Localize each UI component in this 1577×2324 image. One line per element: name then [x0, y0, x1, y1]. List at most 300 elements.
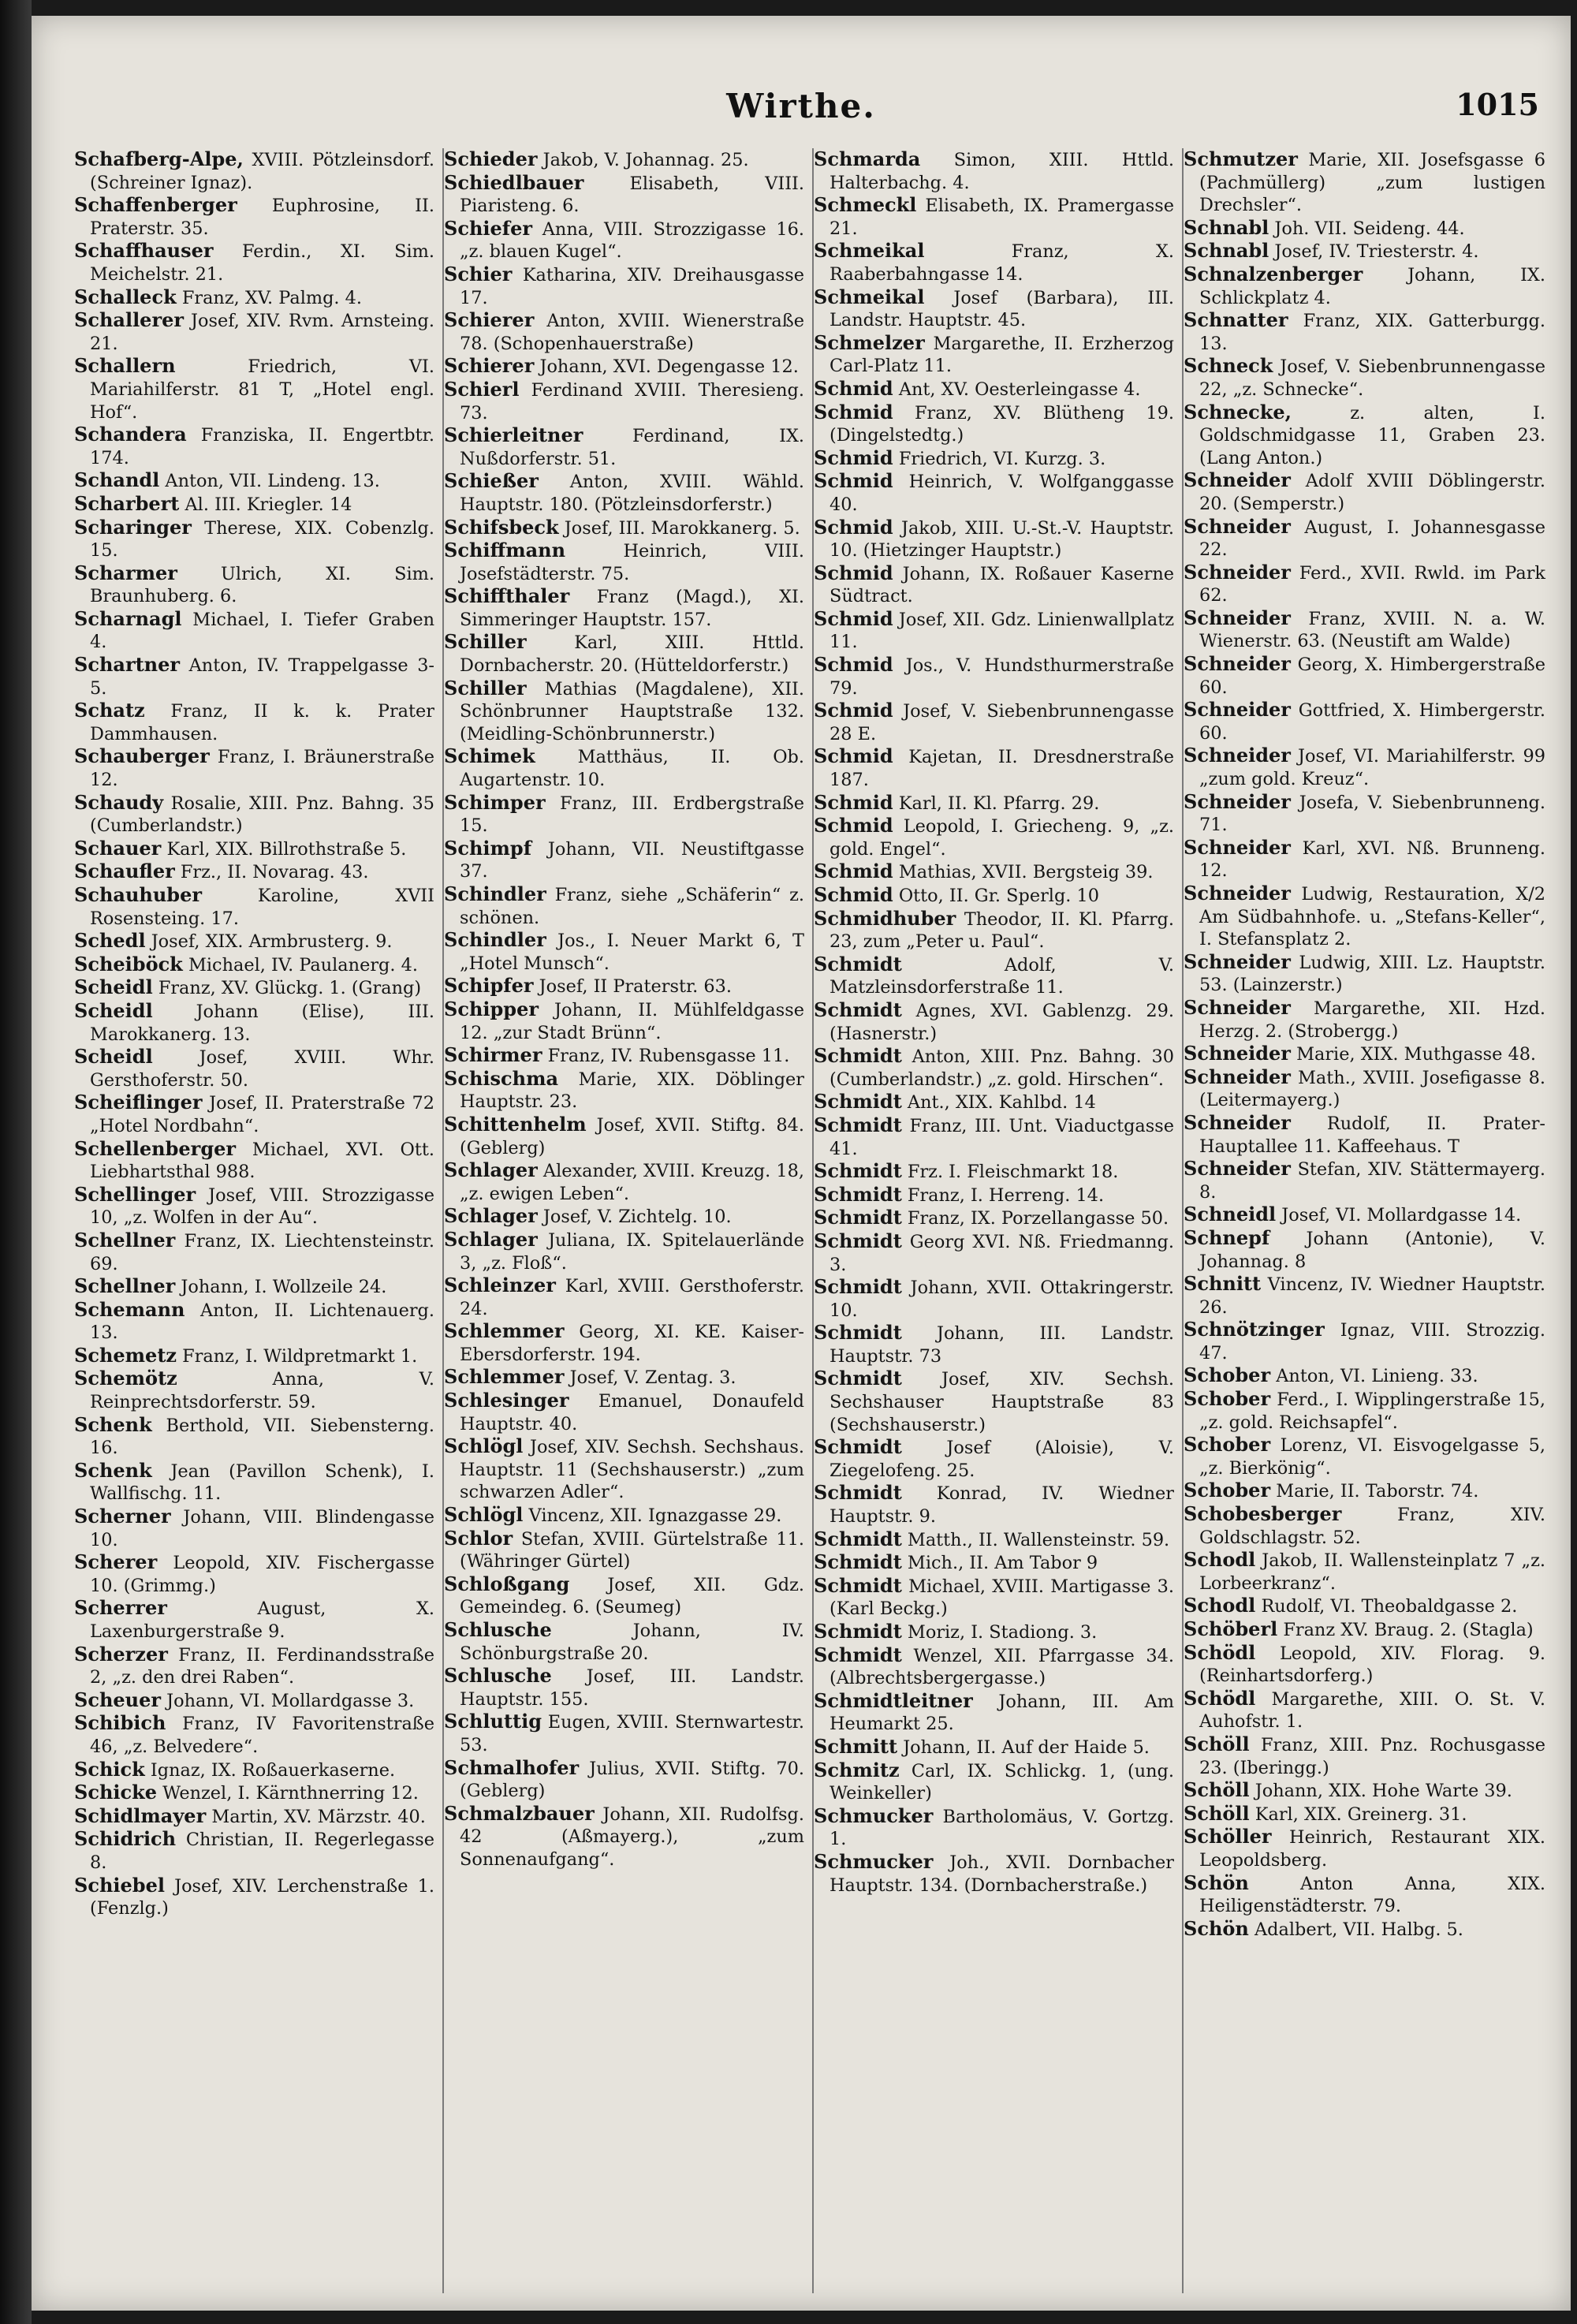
entry-details: Franz, IV Favoritenstraße 46, „z. Belvedere“. — [90, 1714, 434, 1757]
entry-details: Frz. I. Fleischmarkt 18. — [907, 1162, 1119, 1183]
entry-name: Schiedlbauer — [444, 170, 584, 194]
directory-entry — [74, 1781, 434, 1805]
entry-details: Anna, V. Reinprechtsdorferstr. 59. — [90, 1369, 434, 1413]
entry-name: Schöller — [1184, 1825, 1272, 1848]
entry-name: Schmidt — [814, 1159, 902, 1183]
directory-entry — [1184, 263, 1545, 309]
entry-details: Josef, II. Praterstraße 72 „Hotel Nordbahn“. — [90, 1093, 434, 1136]
directory-entry — [74, 1828, 434, 1874]
entry-details: Franz XV. Braug. 2. (Stagla) — [1283, 1620, 1534, 1640]
directory-entry — [814, 953, 1174, 999]
directory-entry — [814, 1528, 1174, 1552]
directory-entry — [1184, 1158, 1545, 1203]
entry-name: Schiffmann — [444, 539, 566, 562]
directory-entry — [444, 148, 804, 172]
directory-entry — [814, 1805, 1174, 1851]
directory-entry — [74, 953, 434, 977]
entry-name: Schiffthaler — [444, 584, 570, 608]
page-number: 1015 — [1456, 87, 1539, 122]
directory-entry — [1184, 148, 1545, 217]
entry-name: Schmidt — [814, 1275, 902, 1299]
directory-entry — [1184, 401, 1545, 470]
directory-entry — [444, 837, 804, 883]
directory-entry — [74, 1597, 434, 1643]
entry-details: Joh., XVII. Dornbacher Hauptstr. 134. (Dornbacherstraße.) — [830, 1852, 1174, 1896]
entry-details: Marie, II. Taborstr. 74. — [1276, 1481, 1479, 1502]
entry-name: Schierl — [444, 377, 520, 401]
directory-entry — [444, 585, 804, 631]
directory-entry — [814, 1690, 1174, 1736]
entry-name: Schnabl — [1184, 239, 1269, 263]
entry-name: Schibich — [74, 1711, 166, 1735]
entry-name: Schenk — [74, 1412, 152, 1436]
directory-entry — [1184, 699, 1545, 744]
entry-name: Schmidt — [814, 1481, 902, 1505]
directory-entry — [1184, 516, 1545, 561]
entry-details: Bartholomäus, V. Gortzg. 1. — [830, 1806, 1175, 1850]
entry-name: Schmid — [814, 561, 893, 584]
directory-entry — [74, 240, 434, 285]
entry-details: Lorenz, VI. Eisvogelgasse 5, „z. Bierkönig“. — [1199, 1435, 1545, 1479]
entry-name: Schick — [74, 1757, 145, 1781]
directory-entry — [444, 998, 804, 1044]
directory-entry — [74, 884, 434, 930]
entry-details: Rudolf, II. Prater-Hauptallee 11. Kaffeehaus. T — [1199, 1113, 1545, 1157]
entry-details: Al. III. Kriegler. 14 — [185, 494, 352, 515]
entry-name: Schierer — [444, 308, 535, 332]
entry-name: Schön — [1184, 1871, 1249, 1894]
entry-name: Schemötz — [74, 1367, 177, 1390]
entry-details: Leopold, I. Griecheng. 9, „z. gold. Engel“. — [830, 816, 1174, 860]
directory-entry — [814, 1276, 1174, 1322]
entry-name: Schedl — [74, 929, 146, 953]
entry-details: Georg, XI. KE. Kaiser-Ebersdorferstr. 194. — [460, 1322, 804, 1365]
directory-entry — [1184, 355, 1545, 401]
entry-name: Schmid — [814, 860, 893, 883]
entry-name: Schlusche — [444, 1664, 552, 1688]
entry-details: Vincenz, IV. Wiedner Hauptstr. 26. — [1199, 1274, 1546, 1318]
directory-entry — [814, 745, 1174, 791]
entry-name: Schödl — [1184, 1686, 1256, 1710]
entry-name: Schmid — [814, 790, 893, 814]
directory-entry — [814, 1114, 1174, 1160]
entry-name: Schmidt — [814, 1229, 902, 1252]
entry-details: Theodor, II. Kl. Pfarrg. 23, zum „Peter u. Paul“. — [830, 908, 1175, 953]
entry-name: Schneider — [1184, 1110, 1291, 1134]
entry-details: Johann, IX. Schlickplatz 4. — [1199, 264, 1545, 308]
entry-name: Schmelzer — [814, 330, 925, 354]
entry-details: Marie, XIX. Döblinger Hauptstr. 23. — [460, 1069, 804, 1113]
entry-name: Schipfer — [444, 974, 534, 998]
directory-entry — [1184, 217, 1545, 241]
entry-details: Franz, XV. Glückg. 1. (Grang) — [158, 978, 422, 999]
directory-entry — [74, 1091, 434, 1137]
entry-name: Schneider — [1184, 652, 1291, 676]
entry-details: Agnes, XVI. Gablenzg. 29. (Hasnerstr.) — [830, 1000, 1174, 1044]
entry-details: Josef, XII. Gdz. Linienwallplatz 11. — [830, 609, 1174, 653]
entry-details: Elisabeth, IX. Pramergasse 21. — [830, 196, 1175, 239]
entry-details: Margarethe, II. Erzherzog Carl-Platz 11. — [830, 333, 1174, 377]
entry-name: Schandera — [74, 423, 187, 446]
entry-details: Josef, XII. Gdz. Gemeindeg. 6. (Seumeg) — [460, 1574, 804, 1618]
entry-details: Josef, XIX. Armbrusterg. 9. — [151, 931, 393, 953]
entry-details: Johann (Antonie), V. Johannag. 8 — [1199, 1228, 1545, 1272]
directory-entry — [1184, 1826, 1545, 1871]
entry-details: Adolf XVIII Döblingerstr. 20. (Semperstr.) — [1199, 471, 1545, 514]
entry-name: Schmidt — [814, 1643, 902, 1666]
entry-details: Rudolf, VI. Theobaldgasse 2. — [1261, 1596, 1518, 1617]
entry-details: Johann, XVI. Degengasse 12. — [539, 356, 799, 378]
entry-name: Schloßgang — [444, 1572, 570, 1595]
entry-name: Scheidl — [74, 998, 153, 1022]
entry-name: Scharnagl — [74, 606, 182, 630]
entry-details: Gottfried, X. Himbergerstr. 60. — [1199, 700, 1545, 744]
entry-details: Marie, XIX. Muthgasse 48. — [1296, 1044, 1537, 1065]
directory-entry — [814, 1436, 1174, 1482]
entry-name: Schneider — [1184, 835, 1291, 859]
entry-name: Schmid — [814, 446, 893, 469]
directory-entry — [74, 699, 434, 745]
entry-name: Scheiböck — [74, 952, 183, 975]
entry-name: Scharbert — [74, 491, 180, 515]
entry-name: Schauhuber — [74, 883, 202, 906]
directory-entry — [814, 1736, 1174, 1759]
entry-details: Ludwig, XIII. Lz. Hauptstr. 53. (Lainzerstr.) — [1199, 952, 1545, 996]
directory-entry — [444, 1665, 804, 1710]
entry-details: Adalbert, VII. Halbg. 5. — [1254, 1919, 1463, 1940]
directory-entry — [444, 470, 804, 516]
directory-entry — [814, 194, 1174, 240]
directory-entry — [444, 1757, 804, 1803]
directory-entry — [74, 469, 434, 493]
entry-details: Anton, VI. Linieng. 33. — [1276, 1366, 1478, 1387]
entry-name: Schneider — [1184, 514, 1291, 538]
entry-details: Wenzel, I. Kärnthnerring 12. — [162, 1783, 419, 1804]
directory-entry — [1184, 1364, 1545, 1388]
entry-name: Schnecke, — [1184, 400, 1292, 423]
entry-name: Schmidtleitner — [814, 1688, 973, 1712]
entry-details: Ferdinand XVIII. Theresieng. 73. — [460, 379, 804, 423]
directory-entry — [814, 1230, 1174, 1276]
directory-entry — [444, 1573, 804, 1619]
entry-name: Schirmer — [444, 1043, 542, 1067]
directory-entry — [444, 1435, 804, 1504]
directory-entry — [74, 1229, 434, 1275]
directory-entry — [74, 1759, 434, 1782]
entry-details: Franz, XV. Palmg. 4. — [181, 287, 363, 308]
entry-details: Christian, II. Regerlegasse 8. — [90, 1830, 434, 1873]
directory-entry — [444, 172, 804, 218]
directory-entry — [74, 976, 434, 1000]
entry-name: Schmid — [814, 400, 893, 423]
directory-entry — [74, 792, 434, 837]
entry-details: Franz, XIII. Pnz. Rochusgasse 23. (Iberingg.) — [1199, 1734, 1545, 1778]
directory-entry — [74, 1046, 434, 1091]
entry-details: Johann, III. Am Heumarkt 25. — [830, 1691, 1174, 1735]
directory-entry — [74, 1460, 434, 1505]
directory-entry — [814, 332, 1174, 378]
directory-entry — [1184, 1388, 1545, 1434]
entry-name: Schöll — [1184, 1778, 1250, 1802]
entry-name: Schmidt — [814, 998, 902, 1021]
directory-entry — [444, 424, 804, 470]
directory-entry — [814, 447, 1174, 471]
entry-details: XVIII. Pötzleinsdorf. (Schreiner Ignaz). — [90, 150, 434, 193]
entry-details: Karl, XIX. Billrothstraße 5. — [166, 838, 407, 860]
entry-name: Schneider — [1184, 882, 1291, 905]
directory-entry — [814, 148, 1174, 194]
entry-details: Karl, XVI. Nß. Brunneng. 12. — [1199, 837, 1545, 882]
entry-details: Karoline, XVII Rosensteing. 17. — [90, 886, 434, 929]
entry-name: Schneider — [1184, 560, 1291, 584]
entry-details: Jakob, II. Wallensteinplatz 7 „z. Lorbeerkranz“. — [1199, 1550, 1545, 1594]
entry-details: Josef, III. Landstr. Hauptstr. 155. — [460, 1666, 804, 1710]
directory-entry — [444, 539, 804, 585]
entry-details: Jakob, XIII. U.-St.-V. Hauptstr. 10. (Hietzinger Hauptstr.) — [830, 517, 1174, 561]
entry-name: Schiebel — [74, 1873, 165, 1897]
directory-entry — [814, 1322, 1174, 1367]
directory-entry — [74, 1505, 434, 1551]
entry-details: Georg, X. Himbergerstraße 60. — [1199, 655, 1545, 698]
entry-details: Franz, II k. k. Prater Dammhausen. — [90, 701, 434, 744]
directory-entry — [1184, 951, 1545, 997]
directory-entry — [1184, 561, 1545, 607]
entry-name: Schneider — [1184, 1065, 1291, 1088]
entry-details: Jos., V. Hundsthurmerstraße 79. — [830, 655, 1174, 699]
entry-details: Joh. VII. Seideng. 44. — [1274, 218, 1465, 239]
directory-entry — [444, 1803, 804, 1871]
entry-name: Schneider — [1184, 468, 1291, 492]
entry-details: Leopold, XIV. Florag. 9. (Reinhartsdorferg.) — [1199, 1643, 1546, 1687]
entry-details: Josef, IV. Triesterstr. 4. — [1274, 241, 1479, 263]
entry-details: Heinrich, Restaurant XIX. Leopoldsberg. — [1199, 1827, 1545, 1871]
directory-entry — [74, 286, 434, 310]
entry-name: Schneck — [1184, 354, 1273, 378]
entry-name: Schneider — [1184, 1042, 1291, 1065]
entry-name: Schischma — [444, 1066, 559, 1090]
directory-entry — [444, 631, 804, 677]
entry-details: Mich., II. Am Tabor 9 — [907, 1553, 1098, 1574]
entry-details: Anton, XIII. Pnz. Bahng. 30 (Cumberlandstr.) „z. gold. Hirschen“. — [830, 1046, 1174, 1090]
entry-name: Schimper — [444, 790, 546, 814]
directory-entry — [444, 929, 804, 975]
directory-entry — [814, 999, 1174, 1045]
directory-entry — [814, 884, 1174, 908]
entry-details: Ant., XIX. Kahlbd. 14 — [907, 1092, 1096, 1114]
entry-details: Josef, XVII. Stiftg. 84. (Geblerg) — [460, 1114, 804, 1158]
entry-name: Schmidhuber — [814, 906, 956, 930]
entry-name: Schnepf — [1184, 1225, 1270, 1249]
entry-details: Josef, XIV. Lerchenstraße 1. (Fenzlg.) — [90, 1875, 434, 1919]
entry-details: Math., XVIII. Josefigasse 8. (Leitermayerg.) — [1199, 1067, 1546, 1111]
directory-entry — [444, 1205, 804, 1229]
entry-details: Moriz, I. Stadiong. 3. — [907, 1622, 1098, 1643]
directory-entry — [444, 1504, 804, 1528]
entry-details: Johann, XII. Rudolfsg. 42 (Aßmayerg.), „zum Sonnenaufgang“. — [460, 1804, 804, 1870]
directory-entry — [1184, 1479, 1545, 1503]
directory-entry — [814, 1621, 1174, 1644]
directory-entry — [814, 908, 1174, 953]
entry-name: Schneider — [1184, 698, 1291, 722]
directory-entry — [1184, 1549, 1545, 1595]
entry-details: Kajetan, II. Dresdnerstraße 187. — [830, 747, 1174, 791]
entry-name: Schellinger — [74, 1182, 196, 1206]
entry-details: Vincenz, XII. Ignazgasse 29. — [528, 1505, 782, 1527]
entry-details: Jean (Pavillon Schenk), I. Wallfischg. 11. — [90, 1460, 434, 1505]
directory-entry — [814, 1207, 1174, 1230]
entry-name: Schmid — [814, 469, 893, 493]
entry-details: Michael, I. Tiefer Graben 4. — [90, 609, 434, 653]
entry-name: Schaudy — [74, 790, 164, 814]
directory-entry — [814, 1759, 1174, 1805]
directory-entry — [1184, 744, 1545, 790]
entry-name: Schlemmer — [444, 1365, 565, 1389]
entry-name: Schmarda — [814, 148, 921, 170]
directory-entry — [74, 517, 434, 562]
directory-entry — [444, 263, 804, 309]
entry-details: Johann, VI. Mollardgasse 3. — [166, 1690, 415, 1711]
entry-name: Schlusche — [444, 1618, 552, 1641]
entry-details: Simon, XIII. Httld. Halterbachg. 4. — [830, 150, 1174, 193]
entry-details: Johann, II. Auf der Haide 5. — [903, 1736, 1150, 1758]
entry-name: Schiefer — [444, 216, 533, 240]
directory-entry — [444, 1229, 804, 1274]
entry-details: Martin, XV. Märzstr. 40. — [211, 1806, 426, 1827]
directory-entry — [814, 517, 1174, 562]
entry-name: Schauer — [74, 836, 162, 860]
entry-details: Euphrosine, II. Praterstr. 35. — [90, 196, 434, 239]
directory-entry — [74, 608, 434, 654]
entry-name: Schmid — [814, 606, 893, 630]
entry-name: Schallern — [74, 354, 176, 378]
directory-entry — [74, 1299, 434, 1345]
entry-details: Johann (Elise), III. Marokkanerg. 13. — [90, 1001, 435, 1045]
entry-name: Schlager — [444, 1227, 538, 1251]
entry-name: Schafberg-Alpe, — [74, 148, 244, 170]
directory-entry — [1184, 1918, 1545, 1942]
entry-details: Franz, XIX. Gatterburgg. 13. — [1199, 311, 1545, 354]
entry-name: Scharinger — [74, 515, 192, 539]
entry-details: Franz, I. Wildpretmarkt 1. — [182, 1345, 418, 1367]
entry-details: Juliana, IX. Spitelauerlände 3, „z. Floß“. — [460, 1229, 804, 1274]
directory-entry — [444, 309, 804, 355]
entry-name: Schierer — [444, 354, 535, 378]
entry-name: Schlögl — [444, 1503, 524, 1527]
directory-entry — [444, 218, 804, 263]
entry-name: Schobesberger — [1184, 1502, 1342, 1526]
entry-name: Schemann — [74, 1297, 185, 1321]
directory-entry — [814, 792, 1174, 815]
entry-details: Johann, IV. Schönburgstraße 20. — [460, 1621, 804, 1664]
entry-details: Ant, XV. Oesterleingasse 4. — [898, 379, 1141, 400]
entry-name: Schicke — [74, 1781, 158, 1804]
entry-details: Franz, III. Unt. Viaductgasse 41. — [830, 1115, 1174, 1159]
directory-entry — [1184, 1618, 1545, 1642]
entry-details: Josef, VI. Mariahilferstr. 99 „zum gold. Kreuz“. — [1199, 746, 1545, 790]
entry-name: Schlemmer — [444, 1319, 565, 1343]
entry-name: Schmid — [814, 376, 893, 400]
entry-details: Franz, XIV. Goldschlagstr. 52. — [1199, 1505, 1545, 1548]
entry-name: Schellner — [74, 1274, 176, 1298]
entry-name: Schindler — [444, 928, 546, 952]
directory-entry — [1184, 1319, 1545, 1364]
entry-details: Matthäus, II. Ob. Augartenstr. 10. — [460, 747, 805, 791]
directory-entry — [1184, 469, 1545, 515]
directory-entry — [74, 1138, 434, 1184]
directory-entry — [74, 1367, 434, 1413]
entry-details: Anton, II. Lichtenauerg. 13. — [90, 1300, 435, 1344]
entry-name: Schiller — [444, 676, 527, 699]
entry-name: Schmucker — [814, 1804, 934, 1827]
entry-name: Schmidt — [814, 1206, 902, 1229]
directory-entry — [74, 837, 434, 861]
directory-entry — [814, 240, 1174, 285]
entry-details: Katharina, XIV. Dreihausgasse 17. — [460, 264, 804, 308]
entry-name: Schmidt — [814, 1367, 902, 1390]
entry-details: Josef, XVIII. Whr. Gersthoferstr. 50. — [90, 1047, 434, 1091]
directory-entry — [814, 562, 1174, 608]
entry-name: Schmidt — [814, 952, 902, 975]
directory-entry — [814, 401, 1174, 447]
entry-name: Schmid — [814, 883, 893, 906]
directory-entry — [814, 1551, 1174, 1575]
entry-name: Schaufler — [74, 860, 175, 883]
page-title: Wirthe. — [726, 87, 876, 125]
entry-details: Franz, I. Herreng. 14. — [907, 1184, 1105, 1206]
entry-name: Schmidt — [814, 1435, 902, 1459]
directory-entry — [814, 1482, 1174, 1528]
entry-name: Schmid — [814, 814, 893, 837]
entry-name: Schmid — [814, 515, 893, 539]
directory-entry — [74, 1000, 434, 1046]
entry-name: Schleinzer — [444, 1274, 556, 1297]
entry-details: Rosalie, XIII. Pnz. Bahng. 35 (Cumberlandstr.) — [90, 793, 434, 837]
entry-details: Ferd., XVII. Rwld. im Park 62. — [1199, 562, 1545, 606]
entry-name: Schmutzer — [1184, 148, 1298, 170]
entry-details: Josef, V. Zentag. 3. — [569, 1367, 736, 1389]
directory-entry — [1184, 1043, 1545, 1066]
directory-entry — [74, 654, 434, 699]
directory-entry — [1184, 791, 1545, 837]
entry-details: Anton, XVIII. Wähld. Hauptstr. 180. (Pötzleinsdorferstr.) — [460, 472, 804, 515]
directory-column-4 — [1184, 148, 1553, 2293]
entry-name: Schober — [1184, 1363, 1271, 1387]
directory-entry — [1184, 1227, 1545, 1273]
entry-name: Schmeikal — [814, 239, 925, 263]
entry-details: Franziska, II. Engertbtr. 174. — [90, 425, 434, 468]
directory-entry — [444, 1619, 804, 1665]
directory-entry — [444, 1274, 804, 1320]
entry-name: Scheidl — [74, 975, 153, 999]
directory-entry — [74, 194, 434, 240]
entry-name: Schidrich — [74, 1827, 177, 1851]
directory-entry — [74, 1184, 434, 1229]
directory-columns — [74, 148, 1553, 2293]
entry-details: Josef, XIV. Sechsh. Sechshaus. Hauptstr. 11 (Sechshauserstr.) „zum schwarzen Adler“. — [460, 1437, 805, 1503]
entry-name: Schauberger — [74, 744, 210, 768]
entry-details: Jos., I. Neuer Markt 6, T „Hotel Munsch“. — [460, 931, 804, 974]
entry-details: Julius, XVII. Stiftg. 70. (Geblerg) — [460, 1758, 805, 1802]
directory-entry — [814, 1367, 1174, 1436]
entry-details: Franz, siehe „Schäferin“ z. schönen. — [460, 885, 804, 928]
entry-name: Schaffenberger — [74, 193, 237, 217]
entry-name: Scherner — [74, 1505, 171, 1528]
entry-details: Josef (Aloisie), V. Ziegelofeng. 25. — [830, 1438, 1174, 1481]
entry-name: Schnitt — [1184, 1272, 1262, 1296]
entry-details: z. alten, I. Goldschmidgasse 11, Graben 23. (Lang Anton.) — [1199, 402, 1545, 468]
entry-name: Scharmer — [74, 561, 177, 584]
entry-name: Schneider — [1184, 789, 1291, 813]
